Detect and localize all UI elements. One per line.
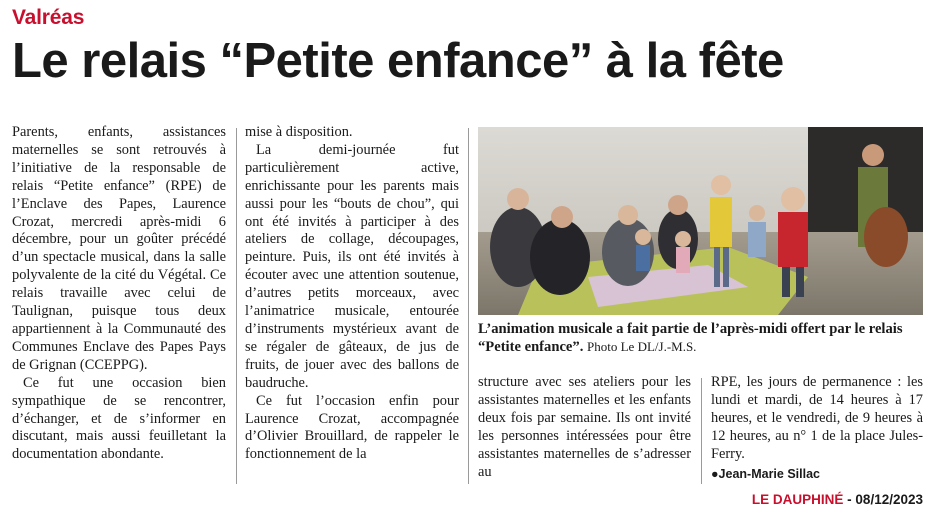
caption-text: L’animation musicale a fait partie de l’après-midi offert par le relais “Petite enfance”.	[478, 321, 903, 355]
paragraph: RPE, les jours de permanence : les lundi et mardi, de 14 heures à 17 heures, et le vendredi, de 9 heures à 12 heures, au n° 1 de la place Jules-Ferry.	[711, 374, 923, 462]
paragraph: mise à disposition.	[245, 124, 353, 140]
column-divider	[701, 378, 702, 484]
paragraph: La demi-journée fut particulièrement active, enrichissante pour les parents mais aussi pour les “bouts de chou”, qui ont été invités à participer à des ateliers de collage, découpages, peinture. Puis, ils ont été invités à écouter avec une attention soutenue, d’autres petits morceaux, avec l’animatrice musicale, entourée d’instruments mystérieux avant de se régaler de gâteaux, de jus de fruits, de jouer avec des ballons de baudruche.	[245, 141, 459, 391]
photo-credit: Photo Le DL/J.-M.S.	[587, 339, 697, 354]
article-column-1	[12, 124, 226, 464]
paragraph: Parents, enfants, assistances maternelles se sont retrouvés à l’initiative de la responsable de relais “Petite enfance” (RPE) de l’Enclave des Papes, Laurence Crozat, mercredi après-midi 6 décembre, pour un goûter précédé d’un spectacle musical, dans la salle polyvalente de la cité du Végétal. Ce relais travaille avec celui de Taulignan, puisque tous deux appartiennent à la Communauté des Communes Enclave des Papes Pays de Grignan (CCEPPG).	[12, 124, 226, 373]
footer-separator: -	[843, 492, 856, 507]
article-column-4	[711, 374, 923, 464]
publication-date: 08/12/2023	[855, 492, 923, 507]
source-footer	[752, 492, 923, 507]
paragraph: structure avec ses ateliers pour les assistantes maternelles et les enfants deux fois par semaine. Ils ont invité les personnes intéressées pour être assistantes maternelles de s’adresser au	[478, 374, 691, 480]
photo-illustration	[478, 127, 923, 315]
article-column-3	[478, 374, 691, 481]
column-divider	[236, 128, 237, 484]
paragraph: Ce fut l’occasion enfin pour Laurence Crozat, accompagnée d’Olivier Brouillard, de rappeler le fonctionnement de la	[245, 392, 459, 463]
byline: ●Jean-Marie Sillac	[711, 467, 820, 481]
photo-caption	[478, 320, 923, 356]
headline: Le relais “Petite enfance” à la fête	[12, 34, 784, 88]
paragraph: Ce fut une occasion bien sympathique de se rencontrer, d’échanger, et de s’informer en discutant, mais aussi feuilletant la documentation abondante.	[12, 374, 226, 463]
section-label: Valréas	[12, 6, 85, 29]
column-divider	[468, 128, 469, 484]
newspaper-name: LE DAUPHINÉ	[751, 492, 844, 507]
article-photo	[478, 127, 923, 315]
article-column-2	[245, 124, 459, 464]
